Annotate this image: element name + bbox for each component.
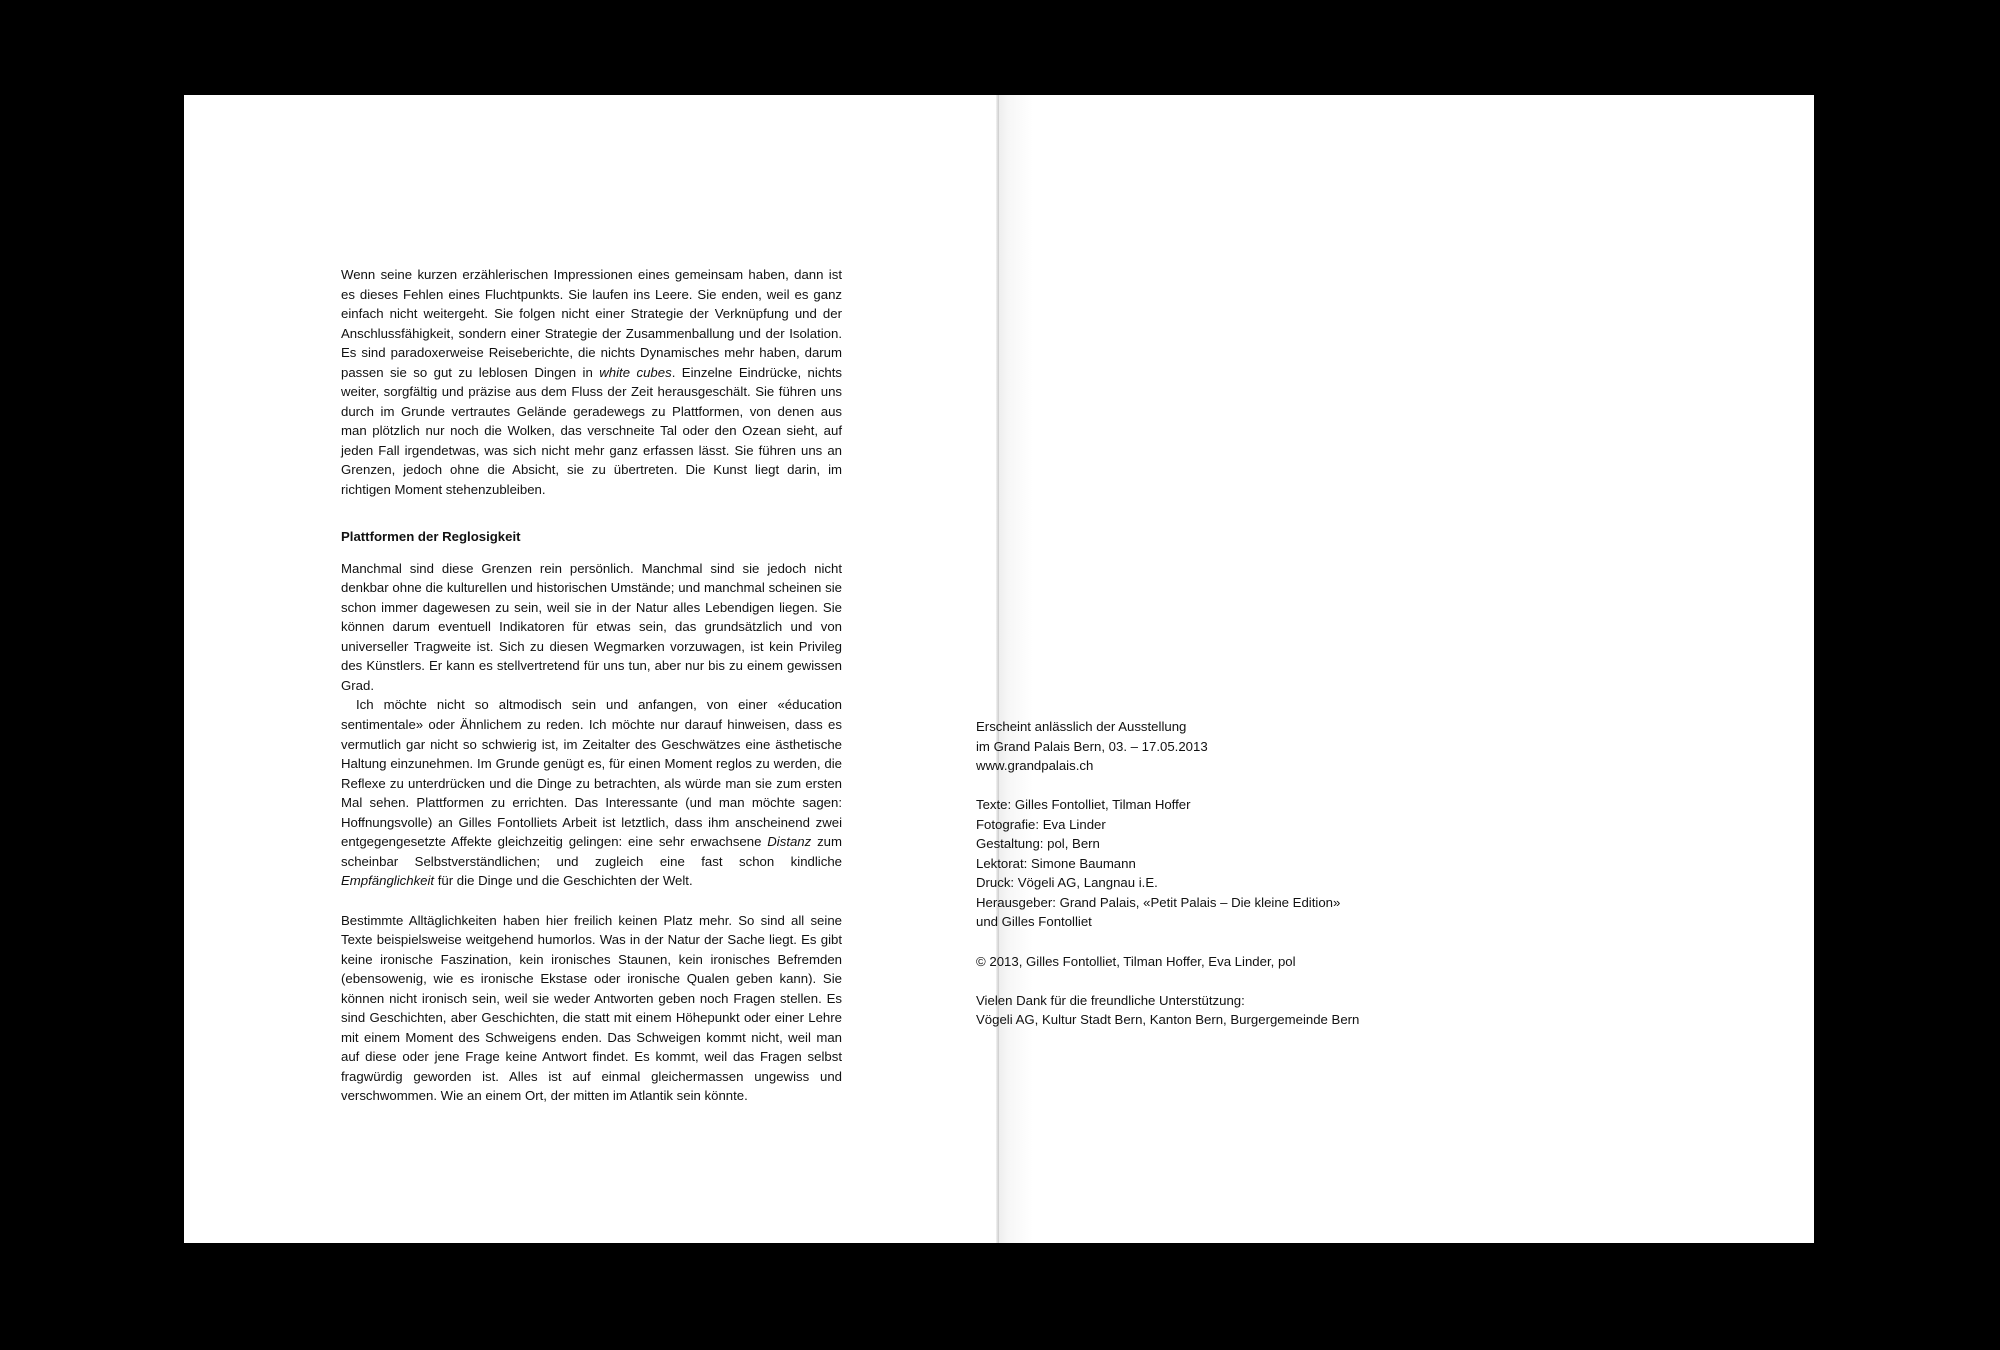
colophon-texte: Texte: Gilles Fontolliet, Tilman Hoffer: [976, 797, 1191, 813]
paragraph-aesthetic-emphasis-distanz: Distanz: [767, 834, 812, 850]
colophon-gap: [976, 776, 1436, 796]
paragraph-impressions-part-2: . Einzelne Eindrücke, nichts weiter, sorgfältig und präzise aus dem Fluss der Zeit herausgeschält. Sie führen uns durch im Grunde vertrautes Gelände geradewegs zu Plattformen, von denen aus man plötzlich nur noch die Wolken, das verschneite Tal oder den Ozean sieht, auf jeden Fall irgendetwas, was sich nicht mehr ganz erfassen lässt. Sie führen uns an Grenzen, jedoch ohne die Absicht, sie zu übertreten. Die Kunst liegt darin, im richtigen Moment stehenzubleiben.: [341, 364, 843, 498]
colophon-herausgeber-line-2: und Gilles Fontolliet: [976, 914, 1092, 930]
colophon-exhibition-line-1: Erscheint anlässlich der Ausstellung: [976, 719, 1187, 734]
paragraph-aesthetic-part-1: Ich möchte nicht so altmodisch sein und anfangen, von einer «éducation sentimentale» oder Ähnlichem zu reden. Ich möchte nur darauf hinweisen, dass es vermutlich gar nicht so schwierig ist, im Zeitalter des Geschwätzes eine ästhetische Haltung einzunehmen. Im Grunde genügt es, für einen Moment reglos zu werden, die Reflexe zu unterdrücken und die Dinge zu betrachten, als würde man sie zum ersten Mal sehen. Plattformen zu errichten. Das Interessante (und man möchte sagen: Hoffnungsvolle) an Gilles Fontolliets Arbeit ist letztlich, dass ihm anscheinend zwei entgegengesetzte Affekte gleichzeitig gelingen: eine sehr erwachsene: [341, 697, 842, 850]
right-page: [999, 95, 1814, 1243]
left-page: [184, 95, 999, 1243]
colophon-fotografie: Fotografie: Eva Linder: [976, 816, 1106, 832]
paragraph-gap: [341, 519, 842, 527]
paragraph-humor: Bestimmte Alltäglichkeiten haben hier freilich keinen Platz mehr. So sind all seine Texte beispielsweise weitgehend humorlos. Was in der Natur der Sache liegt. Es gibt keine ironische Faszination, kein ironisches Staunen, kein ironisches Befremden (ebensowenig, wie es ironische Ekstase oder ironische Qualen geben kann). Sie können nicht ironisch sein, weil sie weder Antworten geben noch Fragen stellen. Es sind Geschichten, aber Geschichten, die statt mit einem Höhepunkt oder einer Lehre mit einem Moment des Schweigens enden. Das Schweigen kommt nicht, weil man auf diese oder jene Frage keine Antwort findet. Es kommt, weil das Fragen selbst fragwürdig geworden ist. Alles ist auf einmal gleichermassen ungewiss und verschwommen. Wie an einem Ort, der mitten im Atlantik sein könnte.: [341, 912, 842, 1104]
paragraph-boundaries: Manchmal sind diese Grenzen rein persönlich. Manchmal sind sie jedoch nicht denkbar ohne die kulturellen und historischen Umstände; und manchmal scheinen sie schon immer dagewesen zu sein, weil sie in der Natur alles Lebendigen liegen. Sie können darum eventuell Indikatoren für etwas sein, das grundsätzlich und von universeller Tragweite ist. Sich zu diesen Wegmarken vorzuwagen, ist kein Privileg des Künstlers. Er kann es stellvertretend für uns tun, aber nur bis zu einem gewissen Grad.: [341, 560, 842, 693]
paragraph-impressions: [341, 265, 842, 500]
colophon-thanks-line-1: Vielen Dank für die freundliche Unterstützung:: [976, 992, 1245, 1008]
paragraph-impressions-emphasis: white cubes: [599, 364, 672, 380]
paragraph-aesthetic: [341, 695, 842, 890]
essay-text: [341, 265, 842, 1106]
paragraph-gap: [341, 500, 842, 520]
colophon: [976, 717, 1436, 1030]
colophon-lektorat: Lektorat: Simone Baumann: [976, 855, 1136, 871]
paragraph-gap: [341, 891, 842, 911]
colophon-herausgeber-line-1: Herausgeber: Grand Palais, «Petit Palais – Die kleine Edition»: [976, 894, 1341, 910]
paragraph-impressions-part-1: Wenn seine kurzen erzählerischen Impressionen eines gemeinsam haben, dann ist es dieses Fehlen eines Fluchtpunkts. Sie laufen ins Leere. Sie enden, weil es ganz einfach nicht weitergeht. Sie folgen nicht einer Strategie der Verknüpfung und der Anschlussfähigkeit, sondern einer Strategie der Zusammenballung und der Isolation. Es sind paradoxerweise Reiseberichte, die nichts Dynamisches mehr haben, darum passen sie so gut zu leblosen Dingen in: [341, 267, 842, 380]
paragraph-aesthetic-part-2: zum scheinbar Selbstverständlichen; und zugleich eine fast schon kindliche: [341, 834, 842, 869]
section-heading: Plattformen der Reglosigkeit: [341, 529, 521, 545]
colophon-copyright: © 2013, Gilles Fontolliet, Tilman Hoffer, Eva Linder, pol: [976, 953, 1296, 969]
colophon-gap: [976, 932, 1436, 952]
paragraph-gap: [341, 547, 842, 559]
paragraph-aesthetic-emphasis-empfaenglichkeit: Empfänglichkeit: [341, 873, 435, 889]
colophon-druck: Druck: Vögeli AG, Langnau i.E.: [976, 875, 1158, 891]
colophon-gap: [976, 971, 1436, 991]
colophon-thanks-line-2: Vögeli AG, Kultur Stadt Bern, Kanton Bern, Burgergemeinde Bern: [976, 1012, 1360, 1028]
colophon-exhibition-line-2: im Grand Palais Bern, 03. – 17.05.2013: [976, 738, 1208, 754]
colophon-website: www.grandpalais.ch: [976, 758, 1094, 774]
colophon-gestaltung: Gestaltung: pol, Bern: [976, 836, 1100, 852]
paragraph-aesthetic-part-3: für die Dinge und die Geschichten der Welt.: [434, 873, 693, 889]
book-spread: [184, 95, 1814, 1243]
